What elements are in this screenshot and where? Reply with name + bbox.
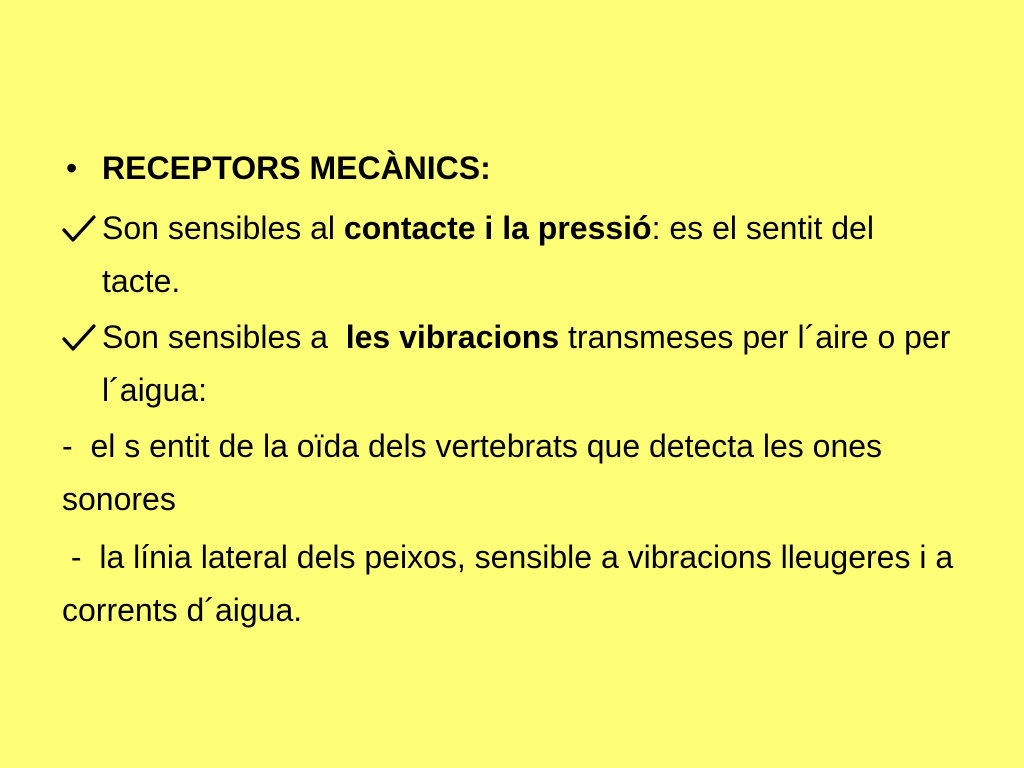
- dash-item-hearing: - el s entit de la oïda dels vertebrats que detecta les ones sonores: [62, 428, 891, 517]
- check-item-text-after: transmeses per l´aire o per l´aigua:: [102, 319, 951, 408]
- check-item-text: [102, 202, 968, 308]
- checkmark-icon: [62, 202, 102, 255]
- check-item-bold: les vibracions: [345, 319, 560, 355]
- check-item-touch: [62, 202, 968, 308]
- check-item-text-before: Son sensibles al: [102, 210, 344, 246]
- heading-text: RECEPTORS MECÀNICS:: [102, 150, 491, 186]
- dash-item-lateral-line: - la línia lateral dels peixos, sensible a vibracions lleugeres i a corrents d´aigua.: [62, 539, 963, 628]
- check-item-text-after: : es el sentit del tacte.: [102, 210, 874, 299]
- check-item-bold: contacte i la pressió: [343, 210, 652, 246]
- checkmark-icon: [62, 311, 102, 364]
- check-item-vibrations: [62, 311, 968, 417]
- bullet-icon: •: [66, 150, 78, 186]
- check-item-text-before: Son sensibles a: [102, 319, 346, 355]
- heading-bullet: [62, 142, 968, 195]
- check-item-text: [102, 311, 968, 417]
